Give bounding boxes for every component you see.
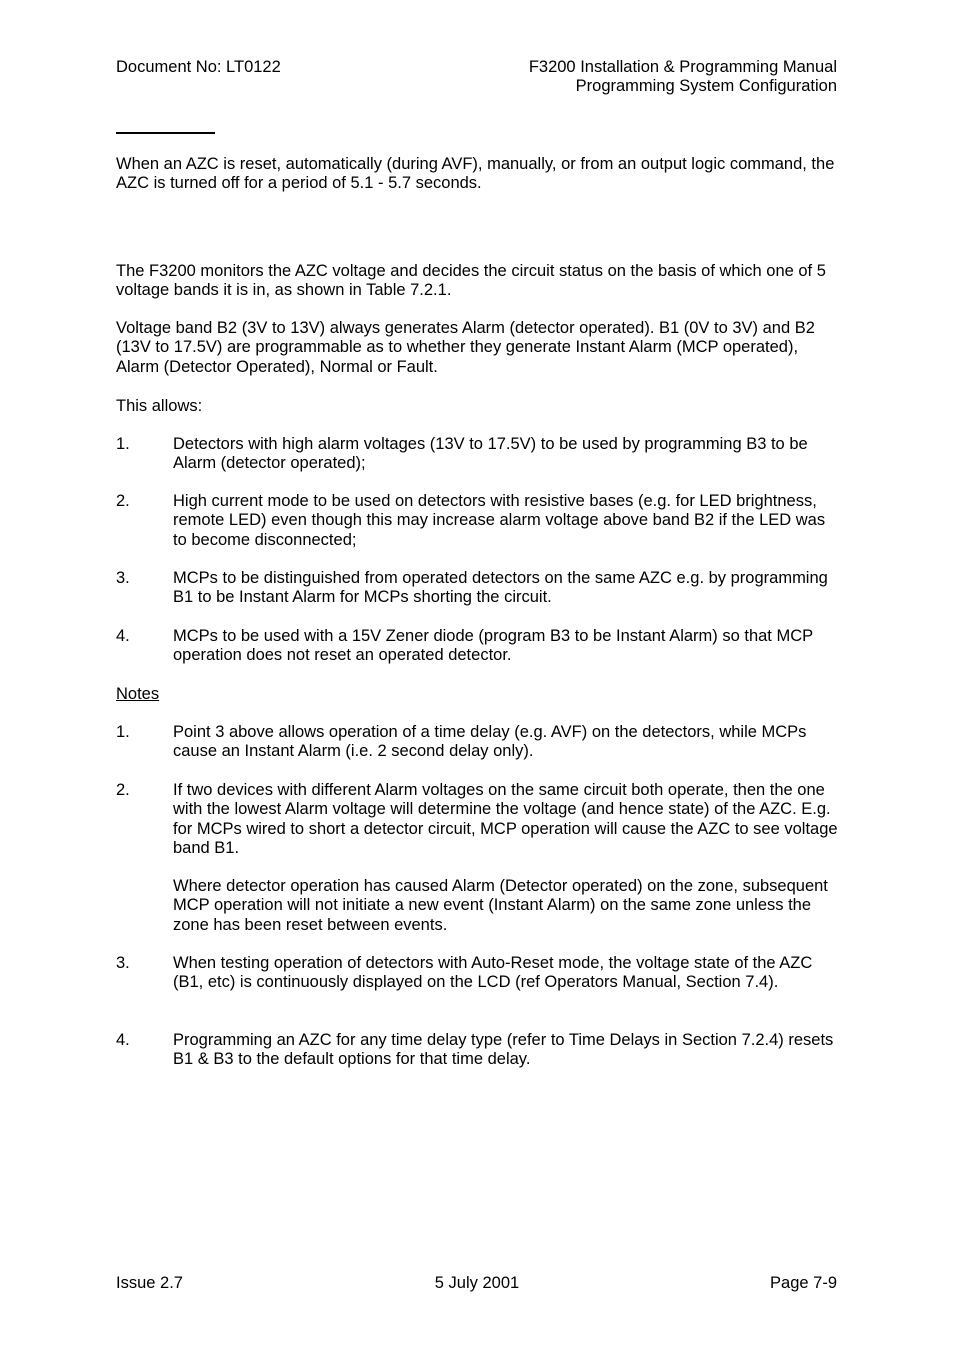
section-title: Programming System Configuration — [575, 77, 837, 96]
note-text: Programming an AZC for any time delay type (refer to Time Delays in Section 7.2.4) resets B1 & B3 to the default options for that time delay. — [173, 1031, 834, 1069]
note-number: 2. — [116, 781, 130, 799]
allows-item-text: High current mode to be used on detectors with resistive bases (e.g. for LED brightness, remote LED) even though this may increase alarm voltage above band B2 if the LED was to become disconnected; — [173, 492, 826, 549]
note-text: Point 3 above allows operation of a time delay (e.g. AVF) on the detectors, while MCPs cause an Instant Alarm (i.e. 2 second delay only). — [173, 723, 807, 761]
notes-heading: Notes — [116, 685, 160, 703]
issue-date: 5 July 2001 — [434, 1274, 520, 1292]
note-continuation-text: Where detector operation has caused Alarm (Detector operated) on the zone, subsequent MCP operation will not initiate a new event (Instant Alarm) on the same zone unless the zone has been reset between events. — [173, 877, 828, 934]
note-number: 3. — [116, 954, 130, 972]
section-divider — [116, 132, 215, 134]
manual-title: F3200 Installation & Programming Manual — [528, 58, 837, 76]
page-number: Page 7-9 — [770, 1274, 837, 1292]
monitor-paragraph: The F3200 monitors the AZC voltage and decides the circuit status on the basis of which one of 5 voltage bands it is in, as shown in Table 7.2.1. — [116, 262, 826, 300]
allows-item-number: 3. — [116, 569, 130, 587]
reset-paragraph: When an AZC is reset, automatically (during AVF), manually, or from an output logic command, the AZC is turned off for a period of 5.1 - 5.7 seconds. — [116, 155, 835, 193]
allows-intro: This allows: — [116, 397, 203, 415]
allows-item-number: 4. — [116, 627, 130, 645]
allows-item-number: 1. — [116, 435, 130, 453]
bands-paragraph: Voltage band B2 (3V to 13V) always generates Alarm (detector operated). B1 (0V to 3V) and B2 (13V to 17.5V) are programmable as to whether they generate Instant Alarm (MCP operated), Alarm (Detector Operated), Normal or Fault. — [116, 319, 815, 376]
allows-item-text: Detectors with high alarm voltages (13V to 17.5V) to be used by programming B3 to be Alarm (detector operated); — [173, 435, 808, 473]
note-number: 1. — [116, 723, 130, 741]
header-titles — [529, 58, 837, 97]
note-text: If two devices with different Alarm voltages on the same circuit both operate, then the one with the lowest Alarm voltage will determine the voltage (and hence state) of the AZC. E.g. for MCPs wired to short a detector circuit, MCP operation will cause the AZC to see voltage band B1. — [173, 781, 838, 858]
note-text: When testing operation of detectors with Auto-Reset mode, the voltage state of the AZC (B1, etc) is continuously displayed on the LCD (ref Operators Manual, Section 7.4). — [173, 954, 813, 992]
allows-item-number: 2. — [116, 492, 130, 510]
allows-item-text: MCPs to be used with a 15V Zener diode (program B3 to be Instant Alarm) so that MCP operation does not reset an operated detector. — [173, 627, 813, 665]
issue-number: Issue 2.7 — [116, 1274, 183, 1292]
note-number: 4. — [116, 1031, 130, 1049]
allows-item-text: MCPs to be distinguished from operated detectors on the same AZC e.g. by programming B1 to be Instant Alarm for MCPs shorting the circuit. — [173, 569, 828, 607]
document-number: Document No: LT0122 — [116, 58, 281, 76]
